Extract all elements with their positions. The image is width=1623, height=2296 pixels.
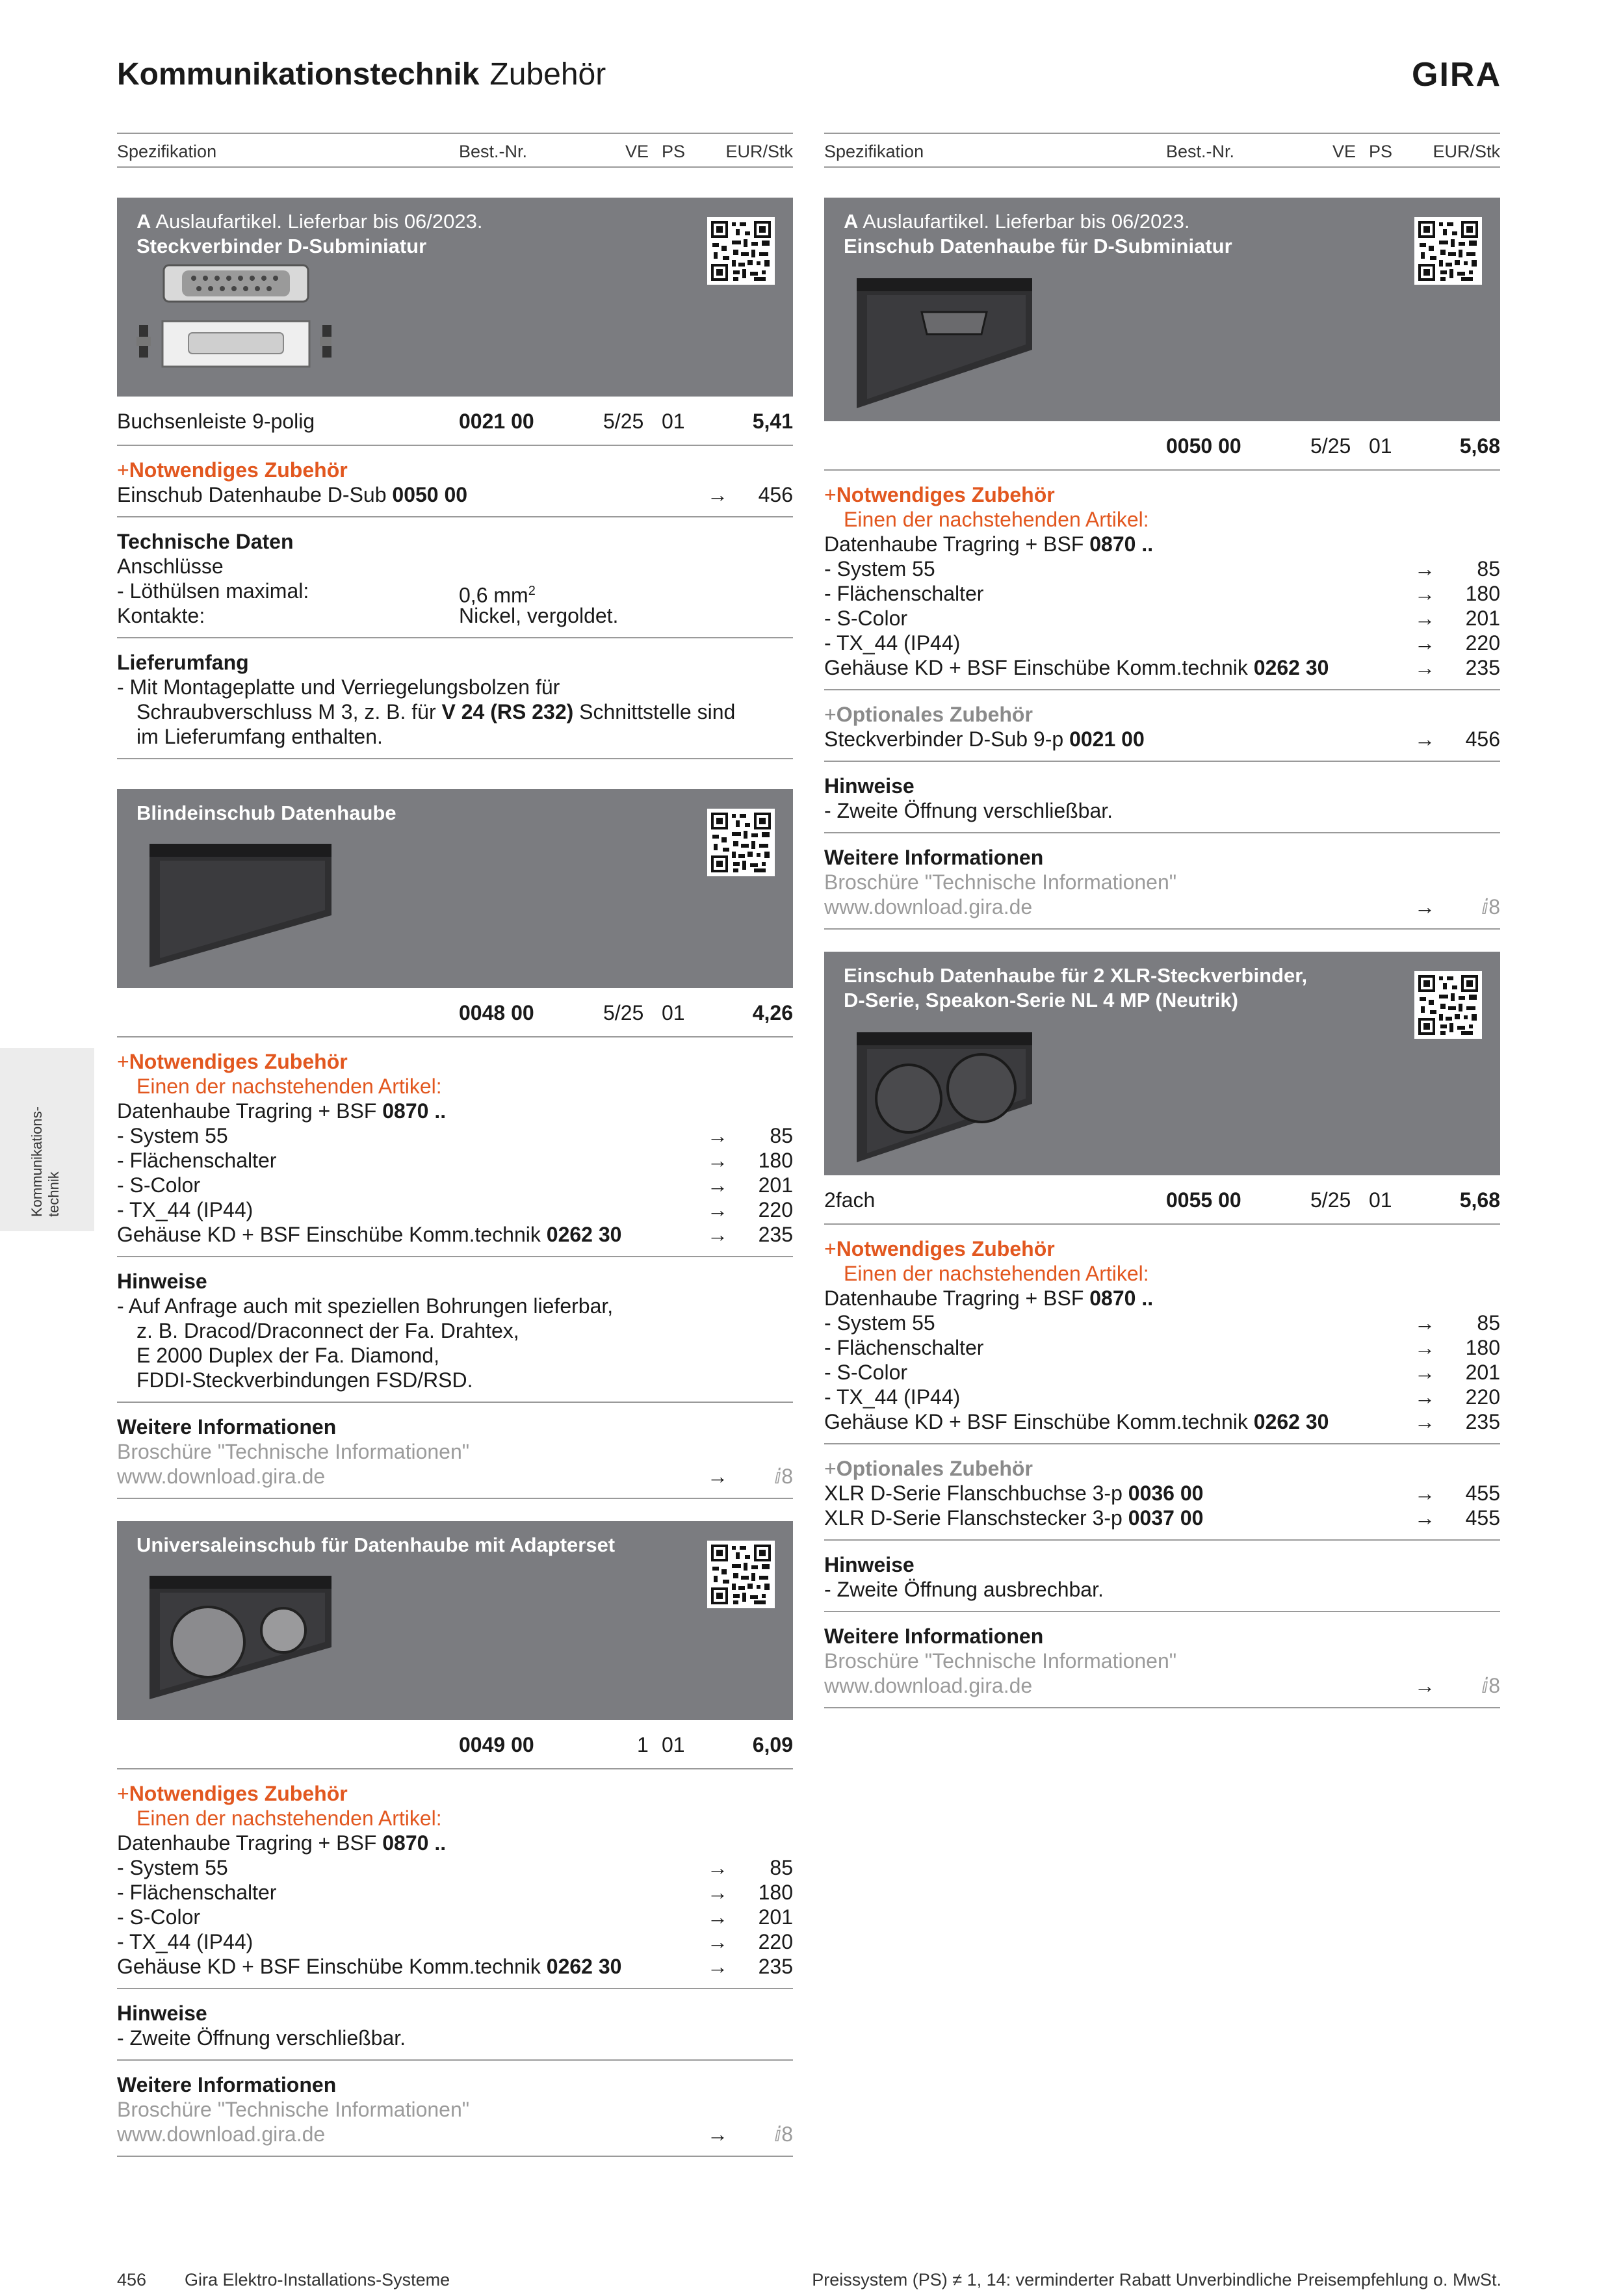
product-panel: [117, 198, 793, 397]
product-panel: [117, 789, 793, 988]
accessory-link[interactable]: - TX_44 (IP44) → 220: [824, 631, 1500, 655]
product-universaleinschub: [117, 1521, 793, 2157]
accessory-link[interactable]: - Flächenschalter → 180: [824, 582, 1500, 605]
download-link[interactable]: www.download.gira.de → ⅈ8: [824, 895, 1500, 919]
accessory-link[interactable]: - TX_44 (IP44) → 220: [117, 1930, 793, 1953]
accessory-link[interactable]: Einschub Datenhaube D-Sub 0050 00 → 456: [117, 483, 793, 506]
qr-code-icon[interactable]: [707, 1541, 775, 1608]
notes: Hinweise - Auf Anfrage auch mit speziellen Bohrungen lieferbar, z. B. Dracod/Draconnect der Fa. Drahtex, E 2000 Duplex der Fa. Diamond, FDDI-Steckverbindungen FSD/RSD.: [117, 1257, 793, 1403]
order-line[interactable]: 2fach 0055 00 5/25 01 5,68: [824, 1175, 1500, 1225]
more-info: Weitere Informationen Broschüre "Technische Informationen" www.download.gira.de → ⅈ8: [824, 833, 1500, 930]
accessory-link[interactable]: - System 55 → 85: [117, 1124, 793, 1147]
accessory-link[interactable]: Gehäuse KD + BSF Einschübe Komm.technik 0262 30 → 235: [824, 1410, 1500, 1433]
left-column: [117, 133, 793, 2157]
page-title: Kommunikationstechnik Zubehör: [117, 57, 606, 92]
accessory-link[interactable]: - TX_44 (IP44) → 220: [824, 1385, 1500, 1409]
accessory-link[interactable]: - S-Color → 201: [824, 1361, 1500, 1384]
dsub-insert-image: [844, 272, 1045, 415]
product-title: A Auslaufartikel. Lieferbar bis 06/2023. Steckverbinder D-Subminiatur: [136, 210, 483, 257]
product-steckverbinder: [117, 198, 793, 759]
accessory-link[interactable]: Gehäuse KD + BSF Einschübe Komm.technik 0262 30 → 235: [824, 656, 1500, 679]
right-column: [824, 133, 1500, 1708]
qr-code-icon[interactable]: [1414, 217, 1482, 285]
more-info: Weitere Informationen Broschüre "Technische Informationen" www.download.gira.de → ⅈ8: [117, 1403, 793, 1499]
product-blindeinschub: [117, 789, 793, 1499]
info-icon: ⅈ: [1481, 1674, 1489, 1697]
accessory-link[interactable]: Gehäuse KD + BSF Einschübe Komm.technik 0262 30 → 235: [117, 1223, 793, 1246]
order-line[interactable]: 0049 00 1 01 6,09: [117, 1720, 793, 1769]
dsub-connector-image: [136, 260, 331, 384]
notes: Hinweise - Zweite Öffnung verschließbar.: [117, 1989, 793, 2061]
required-accessories: +Notwendiges Zubehör Einen der nachstehenden Artikel: Datenhaube Tragring + BSF 0870 .. - System 55 → 85 - Flächenschalter → 180 - S-Color → 201 - TX_44 (IP44) → 220 Gehäuse KD + BSF Einschübe Komm.technik 0262 30 → 235: [117, 1769, 793, 1989]
download-link[interactable]: www.download.gira.de → ⅈ8: [117, 2122, 793, 2146]
accessory-link[interactable]: - S-Color → 201: [117, 1173, 793, 1197]
info-icon: ⅈ: [773, 1465, 782, 1488]
product-panel: [824, 952, 1500, 1175]
page-number: 456: [117, 2270, 147, 2289]
accessory-link[interactable]: - S-Color → 201: [117, 1905, 793, 1929]
xlr-insert-image: [844, 1026, 1045, 1169]
side-tab[interactable]: [0, 1048, 94, 1231]
more-info: Weitere Informationen Broschüre "Technische Informationen" www.download.gira.de → ⅈ8: [117, 2061, 793, 2157]
accessory-link[interactable]: - Flächenschalter → 180: [824, 1336, 1500, 1359]
column-header: Spezifikation Best.-Nr. VE PS EUR/Stk: [824, 133, 1500, 168]
accessory-link[interactable]: - TX_44 (IP44) → 220: [117, 1198, 793, 1221]
brand-logo: GIRA: [1412, 56, 1501, 94]
required-accessories: +Notwendiges Zubehör Einen der nachstehenden Artikel: Datenhaube Tragring + BSF 0870 .. - System 55 → 85 - Flächenschalter → 180 - S-Color → 201 - TX_44 (IP44) → 220 Gehäuse KD + BSF Einschübe Komm.technik 0262 30 → 235: [824, 1225, 1500, 1444]
product-panel: [824, 198, 1500, 421]
required-accessories: +Notwendiges Zubehör Einen der nachstehenden Artikel: Datenhaube Tragring + BSF 0870 .. - System 55 → 85 - Flächenschalter → 180 - S-Color → 201 - TX_44 (IP44) → 220 Gehäuse KD + BSF Einschübe Komm.technik 0262 30 → 235: [824, 471, 1500, 690]
side-tab-label: Kommunikations- technik: [29, 1106, 62, 1217]
download-link[interactable]: www.download.gira.de → ⅈ8: [824, 1674, 1500, 1697]
product-title: A Auslaufartikel. Lieferbar bis 06/2023. Einschub Datenhaube für D-Subminiatur: [844, 210, 1232, 257]
qr-code-icon[interactable]: [707, 217, 775, 285]
blank-insert-image: [136, 837, 344, 974]
accessory-link[interactable]: - System 55 → 85: [824, 557, 1500, 581]
product-title: Universaleinschub für Datenhaube mit Adapterset: [136, 1533, 616, 1556]
product-panel: [117, 1521, 793, 1720]
universal-insert-image: [136, 1569, 344, 1706]
scope-of-delivery: Lieferumfang - Mit Montageplatte und Verriegelungsbolzen für Schraubverschluss M 3, z. B. für V 24 (RS 232) Schnittstelle sind im Lieferumfang enthalten.: [117, 638, 793, 759]
page-header: [117, 52, 1501, 98]
accessory-link[interactable]: - Flächenschalter → 180: [117, 1881, 793, 1904]
product-title: Blindeinschub Datenhaube: [136, 802, 396, 824]
accessory-link[interactable]: - System 55 → 85: [824, 1311, 1500, 1335]
technical-data: Technische Daten Anschlüsse - Löthülsen maximal: 0,6 $mm^2$ Kontakte: Nickel, vergoldet.: [117, 517, 793, 638]
accessory-link[interactable]: - Flächenschalter → 180: [117, 1149, 793, 1172]
accessory-link[interactable]: - S-Color → 201: [824, 607, 1500, 630]
product-einschub-dsub: [824, 198, 1500, 930]
optional-accessories: +Optionales Zubehör Steckverbinder D-Sub 9-p 0021 00 → 456: [824, 690, 1500, 762]
required-accessories: +Notwendiges Zubehör Einen der nachstehenden Artikel: Datenhaube Tragring + BSF 0870 .. - System 55 → 85 - Flächenschalter → 180 - S-Color → 201 - TX_44 (IP44) → 220 Gehäuse KD + BSF Einschübe Komm.technik 0262 30 → 235: [117, 1037, 793, 1257]
column-header: Spezifikation Best.-Nr. VE PS EUR/Stk: [117, 133, 793, 168]
accessory-link[interactable]: XLR D-Serie Flanschbuchse 3-p 0036 00 → 455: [824, 1481, 1500, 1505]
info-icon: ⅈ: [773, 2122, 782, 2146]
required-accessories: +Notwendiges Zubehör Einschub Datenhaube D-Sub 0050 00 → 456: [117, 446, 793, 517]
optional-accessories: +Optionales Zubehör XLR D-Serie Flanschbuchse 3-p 0036 00 → 455 XLR D-Serie Flanschstecker 3-p 0037 00 → 455: [824, 1444, 1500, 1541]
qr-code-icon[interactable]: [1414, 971, 1482, 1039]
product-title: Einschub Datenhaube für 2 XLR-Steckverbinder, D-Serie, Speakon-Serie NL 4 MP (Neutrik): [844, 964, 1308, 1011]
notes: Hinweise - Zweite Öffnung verschließbar.: [824, 762, 1500, 833]
order-line[interactable]: 0050 00 5/25 01 5,68: [824, 421, 1500, 471]
accessory-link[interactable]: - System 55 → 85: [117, 1856, 793, 1879]
qr-code-icon[interactable]: [707, 809, 775, 876]
order-line[interactable]: Buchsenleiste 9-polig 0021 00 5/25 01 5,41: [117, 397, 793, 446]
accessory-link[interactable]: Gehäuse KD + BSF Einschübe Komm.technik 0262 30 → 235: [117, 1955, 793, 1978]
accessory-link[interactable]: Steckverbinder D-Sub 9-p 0021 00 → 456: [824, 727, 1500, 751]
price-note: Preissystem (PS) ≠ 1, 14: verminderter Rabatt Unverbindliche Preisempfehlung o. MwSt.: [812, 2270, 1501, 2289]
download-link[interactable]: www.download.gira.de → ⅈ8: [117, 1465, 793, 1488]
order-line[interactable]: 0048 00 5/25 01 4,26: [117, 988, 793, 1037]
company-name: Gira Elektro-Installations-Systeme: [185, 2270, 450, 2289]
accessory-link[interactable]: XLR D-Serie Flanschstecker 3-p 0037 00 → 455: [824, 1506, 1500, 1530]
more-info: Weitere Informationen Broschüre "Technische Informationen" www.download.gira.de → ⅈ8: [824, 1612, 1500, 1708]
info-icon: ⅈ: [1481, 895, 1489, 919]
product-einschub-xlr: [824, 952, 1500, 1708]
notes: Hinweise - Zweite Öffnung ausbrechbar.: [824, 1541, 1500, 1612]
